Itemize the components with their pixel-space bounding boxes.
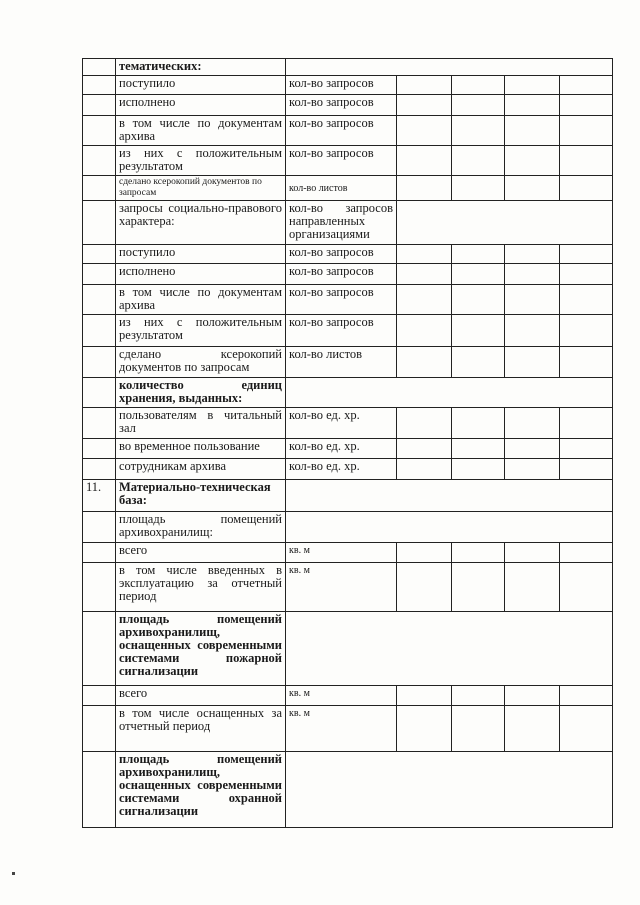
value-cell: [452, 563, 505, 612]
table-row: [83, 512, 613, 543]
value-cell: [560, 563, 613, 612]
value-cell: [452, 686, 505, 706]
value-cell: [505, 116, 560, 146]
value-cell: [452, 347, 505, 378]
value-cell: [505, 146, 560, 176]
num-cell: [83, 116, 116, 146]
value-cell: [560, 95, 613, 116]
row-name: пользователям в читальный зал: [116, 408, 286, 439]
row-name: количество единиц хранения, выданных:: [116, 378, 286, 408]
value-cell: [452, 543, 505, 563]
value-cell: [452, 95, 505, 116]
num-cell: [83, 543, 116, 563]
table-row: [83, 347, 613, 378]
row-name: сделано ксерокопий документов по запросам: [116, 347, 286, 378]
scan-speck: [12, 872, 15, 875]
num-cell: [83, 176, 116, 201]
value-cell: [560, 285, 613, 315]
value-cell: [397, 76, 452, 95]
value-cell: [560, 146, 613, 176]
table-row: [83, 612, 613, 686]
value-cell: [452, 176, 505, 201]
value-cell: [560, 347, 613, 378]
table-row: [83, 752, 613, 828]
value-cell: [397, 264, 452, 285]
num-cell: [83, 706, 116, 752]
row-name: поступило: [116, 76, 286, 95]
unit-cell: кв. м: [286, 706, 397, 752]
num-cell: [83, 459, 116, 480]
value-cell: [505, 563, 560, 612]
num-cell: [83, 612, 116, 686]
table-row: [83, 176, 613, 201]
value-cell: [397, 116, 452, 146]
value-cell: [560, 439, 613, 459]
section-number: 11.: [83, 480, 116, 512]
unit-cell: кол-во запросов: [286, 76, 397, 95]
row-name: тематических:: [116, 59, 286, 76]
value-cell: [505, 76, 560, 95]
value-cell: [505, 686, 560, 706]
num-cell: [83, 285, 116, 315]
table-row: [83, 706, 613, 752]
row-name: площадь помещений архивохранилищ, оснащенных современными системами охранной сигнализации: [116, 752, 286, 828]
value-cell: [452, 439, 505, 459]
num-cell: [83, 95, 116, 116]
value-cell: [505, 347, 560, 378]
value-cell: [560, 686, 613, 706]
unit-cell: [286, 752, 613, 828]
value-cell: [452, 408, 505, 439]
table-row: [83, 563, 613, 612]
row-name: всего: [116, 686, 286, 706]
value-cell: [560, 315, 613, 347]
num-cell: [83, 563, 116, 612]
unit-cell: кол-во запросов: [286, 116, 397, 146]
unit-cell: кол-во запросов направленных организациями: [286, 201, 397, 245]
table-row: [83, 543, 613, 563]
value-cell: [505, 315, 560, 347]
value-cell: [560, 706, 613, 752]
value-cell: [505, 95, 560, 116]
unit-cell: кол-во запросов: [286, 95, 397, 116]
num-cell: [83, 146, 116, 176]
value-cell: [452, 245, 505, 264]
row-name: в том числе по документам архива: [116, 116, 286, 146]
value-cell: [505, 176, 560, 201]
unit-cell: кол-во ед. хр.: [286, 459, 397, 480]
num-cell: [83, 378, 116, 408]
report-table: [82, 58, 613, 828]
value-cell: [560, 245, 613, 264]
unit-cell: кв. м: [286, 543, 397, 563]
value-cell: [560, 264, 613, 285]
value-cell: [397, 347, 452, 378]
row-name: исполнено: [116, 264, 286, 285]
value-cell: [560, 116, 613, 146]
row-name: из них с положительным результатом: [116, 315, 286, 347]
value-cell: [505, 439, 560, 459]
value-cell: [505, 245, 560, 264]
num-cell: [83, 439, 116, 459]
value-cell: [397, 706, 452, 752]
value-cell: [505, 543, 560, 563]
table-row: [83, 480, 613, 512]
num-cell: [83, 512, 116, 543]
num-cell: [83, 201, 116, 245]
num-cell: [83, 347, 116, 378]
unit-cell: кол-во листов: [286, 176, 397, 201]
table-row: [83, 95, 613, 116]
value-cell: [397, 146, 452, 176]
value-cell: [560, 408, 613, 439]
table-row: [83, 59, 613, 76]
value-cell: [452, 315, 505, 347]
num-cell: [83, 59, 116, 76]
row-name: сотрудникам архива: [116, 459, 286, 480]
value-cell: [560, 543, 613, 563]
unit-cell: [286, 59, 613, 76]
unit-cell: [286, 512, 613, 543]
row-name: запросы социально-правового характера:: [116, 201, 286, 245]
value-cell: [397, 563, 452, 612]
unit-cell: кол-во ед. хр.: [286, 408, 397, 439]
value-cell: [560, 76, 613, 95]
value-cell: [560, 176, 613, 201]
row-name: в том числе по документам архива: [116, 285, 286, 315]
table-row: [83, 459, 613, 480]
value-cell: [452, 146, 505, 176]
num-cell: [83, 686, 116, 706]
row-name: площадь помещений архивохранилищ:: [116, 512, 286, 543]
table-row: [83, 315, 613, 347]
unit-cell: кол-во листов: [286, 347, 397, 378]
num-cell: [83, 752, 116, 828]
table-row: [83, 408, 613, 439]
value-cell: [505, 706, 560, 752]
unit-cell: кв. м: [286, 563, 397, 612]
row-name: поступило: [116, 245, 286, 264]
value-cell: [397, 315, 452, 347]
table-row: [83, 439, 613, 459]
value-cell: [397, 459, 452, 480]
num-cell: [83, 408, 116, 439]
num-cell: [83, 245, 116, 264]
unit-cell: [286, 480, 613, 512]
value-cell: [397, 439, 452, 459]
value-cell: [505, 408, 560, 439]
value-cell: [505, 264, 560, 285]
table-row: [83, 245, 613, 264]
unit-cell: кол-во запросов: [286, 146, 397, 176]
value-cell: [397, 543, 452, 563]
value-cell: [505, 285, 560, 315]
unit-cell: кол-во запросов: [286, 315, 397, 347]
num-cell: [83, 76, 116, 95]
unit-cell: кол-во запросов: [286, 285, 397, 315]
row-name: в том числе оснащенных за отчетный период: [116, 706, 286, 752]
value-cell: [452, 116, 505, 146]
value-cell: [397, 201, 613, 245]
table-row: [83, 201, 613, 245]
unit-cell: кол-во запросов: [286, 245, 397, 264]
value-cell: [505, 459, 560, 480]
value-cell: [397, 176, 452, 201]
value-cell: [452, 706, 505, 752]
num-cell: [83, 264, 116, 285]
unit-cell: кв. м: [286, 686, 397, 706]
table-row: [83, 264, 613, 285]
value-cell: [452, 264, 505, 285]
value-cell: [397, 408, 452, 439]
row-name: из них с положительным результатом: [116, 146, 286, 176]
value-cell: [397, 245, 452, 264]
value-cell: [397, 686, 452, 706]
value-cell: [397, 95, 452, 116]
table-row: [83, 76, 613, 95]
row-name: площадь помещений архивохранилищ, оснащенных современными системами пожарной сигнализации: [116, 612, 286, 686]
row-name: в том числе введенных в эксплуатацию за отчетный период: [116, 563, 286, 612]
table-row: [83, 146, 613, 176]
row-name: Материально-техническая база:: [116, 480, 286, 512]
table-row: [83, 378, 613, 408]
table-row: [83, 686, 613, 706]
row-name: сделано ксерокопий документов по запросам: [116, 176, 286, 201]
value-cell: [560, 459, 613, 480]
value-cell: [452, 285, 505, 315]
unit-cell: [286, 378, 613, 408]
row-name: всего: [116, 543, 286, 563]
value-cell: [452, 459, 505, 480]
unit-cell: [286, 612, 613, 686]
value-cell: [397, 285, 452, 315]
table-row: [83, 116, 613, 146]
value-cell: [452, 76, 505, 95]
row-name: во временное пользование: [116, 439, 286, 459]
unit-cell: кол-во запросов: [286, 264, 397, 285]
table-row: [83, 285, 613, 315]
row-name: исполнено: [116, 95, 286, 116]
num-cell: [83, 315, 116, 347]
unit-cell: кол-во ед. хр.: [286, 439, 397, 459]
